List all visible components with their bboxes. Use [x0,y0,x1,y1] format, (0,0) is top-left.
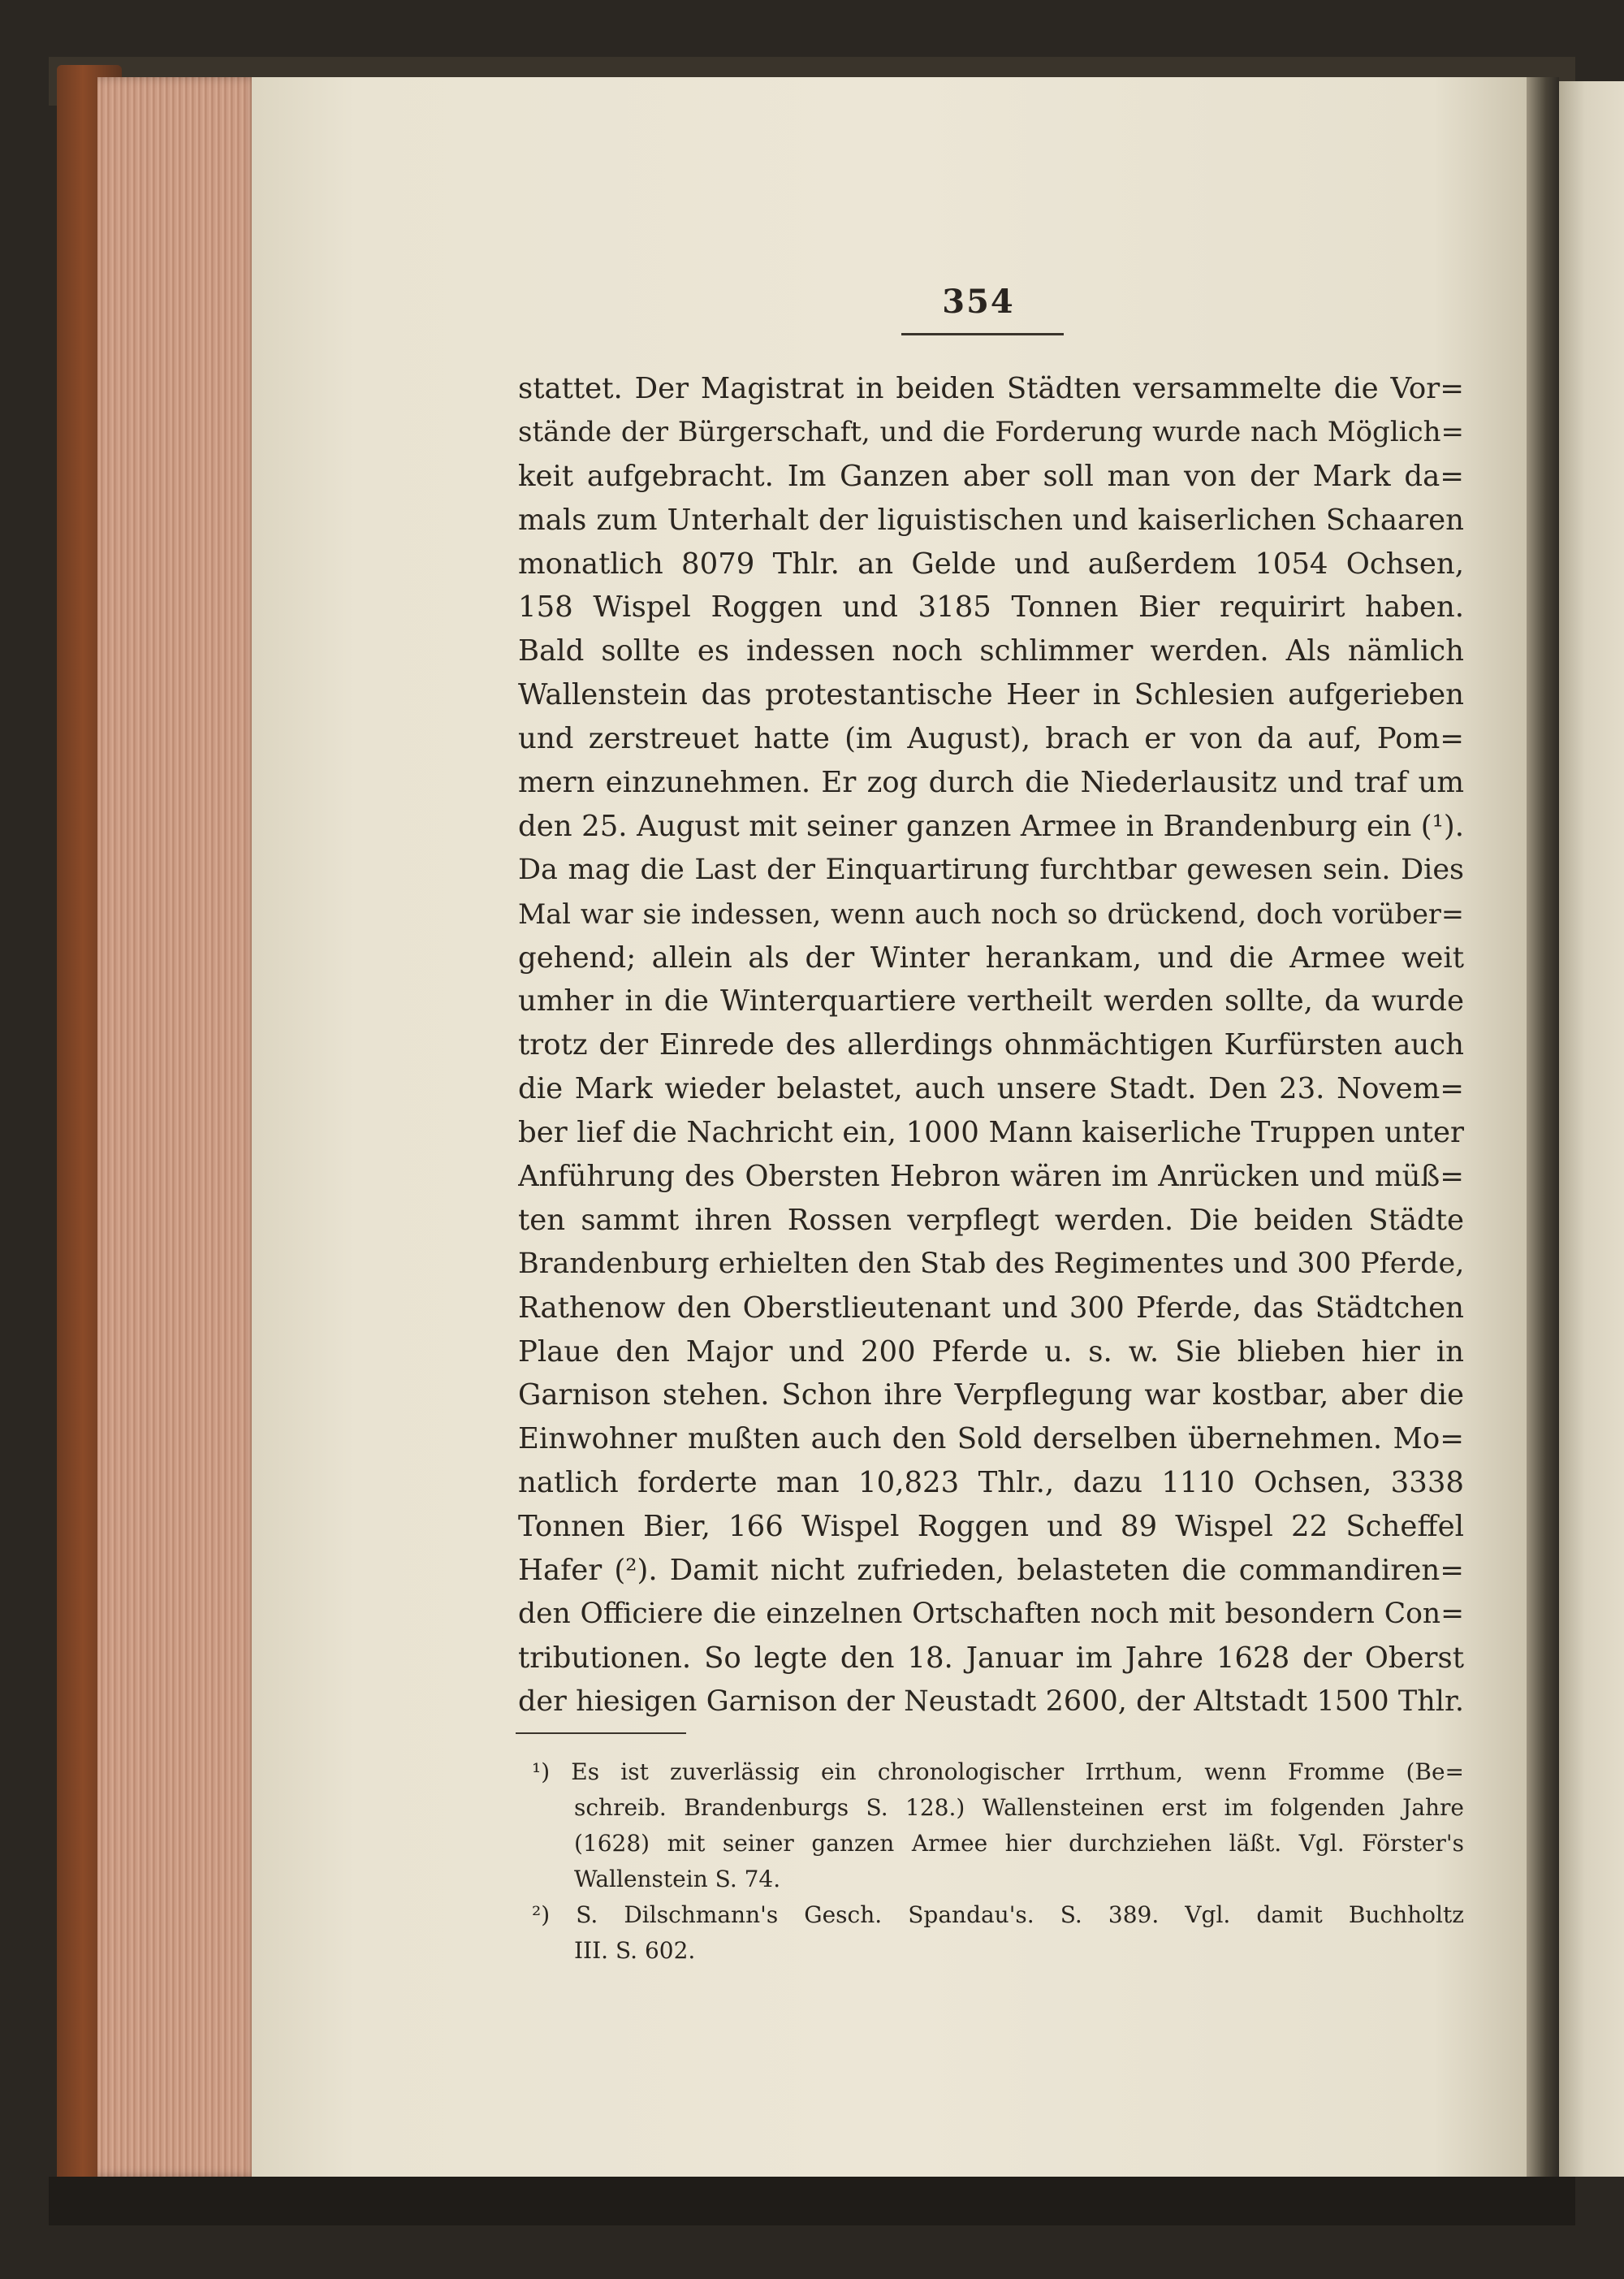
body-line: Tonnen Bier, 166 Wispel Roggen und 89 Wispel 22 Scheffel [518,1510,1464,1544]
body-text [518,367,1464,1724]
body-line: umher in die Winterquartiere vertheilt werden sollte, da wurde [518,984,1464,1018]
body-line: gehend; allein als der Winter herankam, und die Armee weit [518,941,1464,975]
body-line: Wallenstein das protestantische Heer in Schlesien aufgerieben [518,678,1464,712]
body-line: mals zum Unterhalt der liguistischen und kaiserlichen Schaaren [518,503,1464,537]
body-line: den Officiere die einzelnen Ortschaften noch mit besondern Con= [518,1597,1464,1630]
body-line: Hafer (²). Damit nicht zufrieden, belasteten die commandiren= [518,1554,1464,1588]
footnote-line: ¹) Es ist zuverlässig ein chronologischer Irrthum, wenn Fromme (Be= [532,1758,1464,1785]
body-line: keit aufgebracht. Im Ganzen aber soll man von der Mark da= [518,459,1464,493]
body-line: Da mag die Last der Einquartirung furchtbar gewesen sein. Dies [518,853,1464,886]
body-line: Garnison stehen. Schon ihre Verpflegung war kostbar, aber die [518,1378,1464,1412]
body-line: tributionen. So legte den 18. Januar im Jahre 1628 der Oberst [518,1641,1464,1675]
footnote-1 [532,1754,1464,1897]
body-line: Plaue den Major und 200 Pferde u. s. w. Sie blieben hier in [518,1334,1464,1369]
bottom-shadow [49,2177,1575,2225]
body-line: stattet. Der Magistrat in beiden Städten versammelte die Vor= [518,372,1464,405]
page-number: 354 [942,283,1015,321]
page-edges [97,77,260,2177]
body-line: Bald sollte es indessen noch schlimmer werden. Als nämlich [518,634,1464,668]
footnote-line: (1628) mit seiner ganzen Armee hier durchziehen läßt. Vgl. Förster's [574,1830,1464,1857]
footnote-line: III. S. 602. [574,1937,696,1964]
body-line: Anführung des Obersten Hebron wären im Anrücken und müß= [518,1160,1464,1194]
footnote-rule [516,1732,686,1734]
footnote-2 [532,1897,1464,1969]
body-line: trotz der Einrede des allerdings ohnmächtigen Kurfürsten auch [518,1028,1464,1062]
body-line: und zerstreuet hatte (im August), brach er von da auf, Pom= [518,722,1464,756]
body-line: monatlich 8079 Thlr. an Gelde und außerdem 1054 Ochsen, [518,547,1464,581]
body-line: Rathenow den Oberstlieutenant und 300 Pferde, das Städtchen [518,1291,1464,1325]
body-line: Mal war sie indessen, wenn auch noch so drückend, doch vorüber= [518,897,1464,930]
footnotes [532,1754,1464,1969]
body-line: 158 Wispel Roggen und 3185 Tonnen Bier requirirt haben. [518,590,1464,625]
body-line: Einwohner mußten auch den Sold derselben übernehmen. Mo= [518,1422,1464,1456]
book-gutter [1527,77,1559,2177]
footnote-line: ²) S. Dilschmann's Gesch. Spandau's. S. 389. Vgl. damit Buchholtz [532,1901,1464,1928]
page-number-rule [901,333,1064,335]
body-line: die Mark wieder belastet, auch unsere Stadt. Den 23. Novem= [518,1072,1464,1106]
body-line: den 25. August mit seiner ganzen Armee in Brandenburg ein (¹). [518,809,1464,843]
body-line: Brandenburg erhielten den Stab des Regimentes und 300 Pferde, [518,1247,1464,1280]
body-line: natlich forderte man 10,823 Thlr., dazu 1110 Ochsen, 3338 [518,1466,1464,1500]
body-line: ten sammt ihren Rossen verpflegt werden. Die beiden Städte [518,1203,1464,1237]
facing-page-edge [1559,81,1624,2177]
footnote-line: schreib. Brandenburgs S. 128.) Wallensteinen erst im folgenden Jahre [574,1794,1464,1821]
body-line: ber lief die Nachricht ein, 1000 Mann kaiserliche Truppen unter [518,1116,1464,1150]
body-line: stände der Bürgerschaft, und die Forderung wurde nach Möglich= [518,415,1464,448]
footnote-line: Wallenstein S. 74. [574,1866,781,1892]
body-line: der hiesigen Garnison der Neustadt 2600, der Altstadt 1500 Thlr. [518,1684,1464,1718]
body-line: mern einzunehmen. Er zog durch die Niederlausitz und traf um [518,766,1464,800]
